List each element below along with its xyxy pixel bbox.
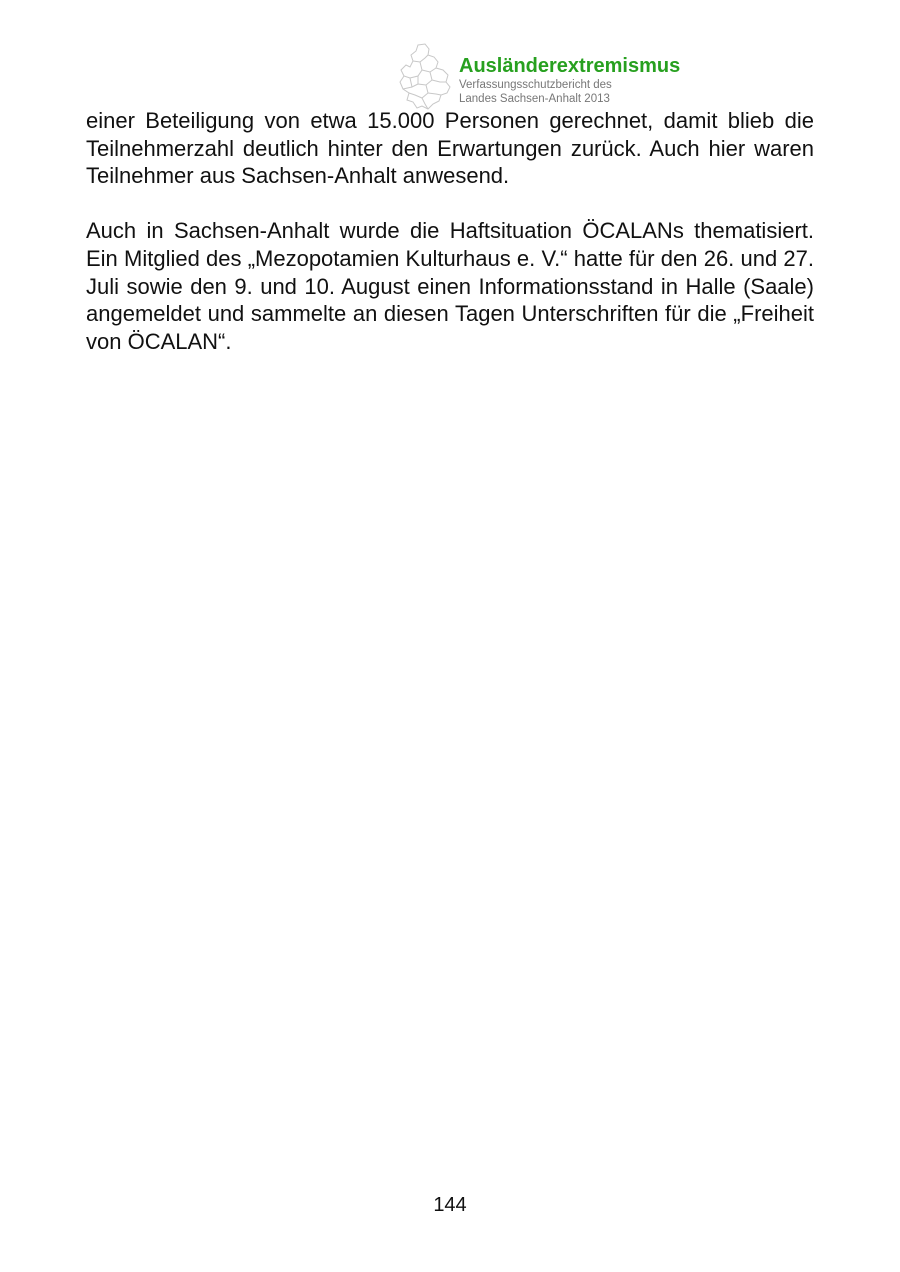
- header-text: [459, 54, 680, 106]
- page-number: 144: [433, 1194, 467, 1216]
- chapter-title: Ausländerextremismus: [459, 55, 681, 77]
- page-header: [398, 40, 818, 112]
- saxony-anhalt-map-icon: [398, 42, 452, 110]
- paragraph-2: Auch in Sachsen-Anhalt wurde die Haftsituation ÖCALANs thematisiert. Ein Mitglied des „Mezopotamien Kulturhaus e. V.“ hatte für den 26. und 27. Juli sowie den 9. und 10. August einen Informationsstand in Halle (Saale) angemeldet und sammelte an diesen Tagen Unterschriften für die „Freiheit von ÖCALAN“.: [86, 218, 814, 354]
- report-title-line-2: Landes Sachsen-Anhalt 2013: [459, 93, 610, 105]
- paragraph-1: einer Beteiligung von etwa 15.000 Personen gerechnet, damit blieb die Teilnehmerzahl deutlich hinter den Erwartungen zurück. Auch hier waren Teilnehmer aus Sachsen-Anhalt anwesend.: [86, 108, 814, 189]
- body-text: [86, 107, 814, 383]
- report-title-line-1: Verfassungsschutzbericht des: [459, 79, 612, 91]
